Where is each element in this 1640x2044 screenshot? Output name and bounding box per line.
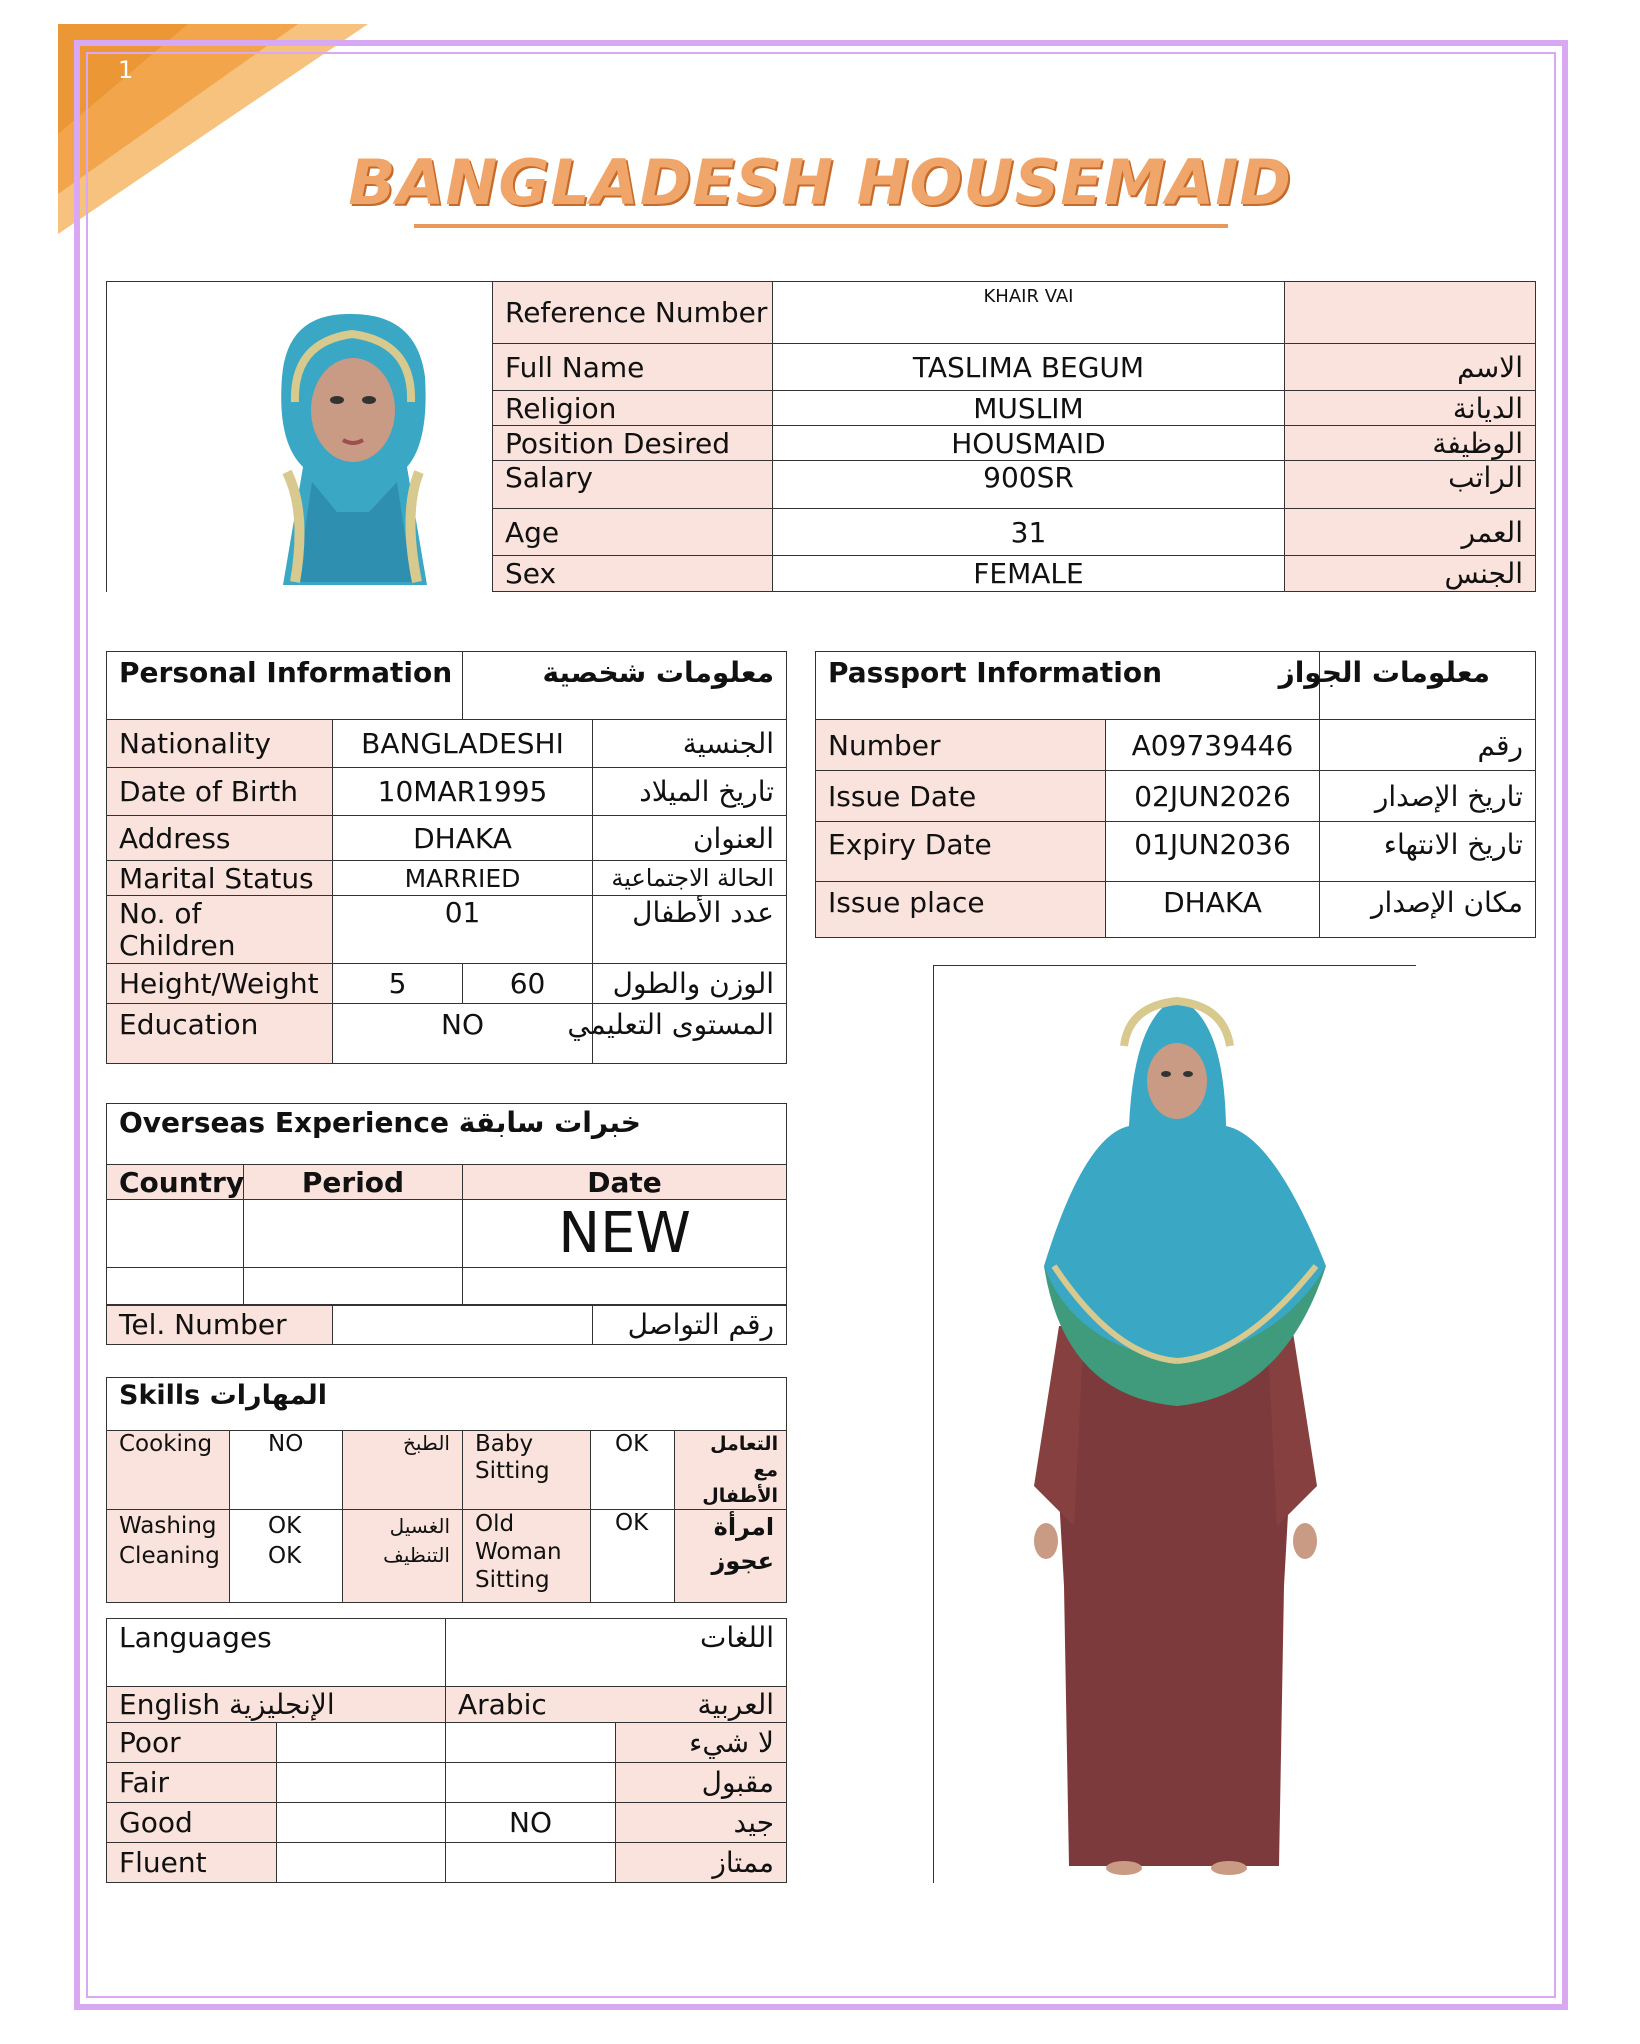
sex-label: Sex: [493, 556, 773, 592]
experience-country-cell: [107, 1200, 244, 1268]
marital-value: MARRIED: [333, 861, 593, 896]
height-weight-label: Height/Weight: [107, 964, 333, 1004]
level-poor-label: Poor: [107, 1723, 277, 1763]
col-country: Country: [107, 1165, 244, 1200]
full-name-ar: الاسم: [1285, 344, 1536, 391]
education-value: NO: [333, 1004, 593, 1064]
position-label: Position Desired: [493, 426, 773, 461]
level-fluent-label: Fluent: [107, 1843, 277, 1883]
main-info-table: [492, 281, 1536, 592]
headshot-photo: [106, 281, 493, 592]
tel-number-label: Tel. Number: [107, 1305, 333, 1345]
marital-ar: الحالة الاجتماعية: [593, 861, 787, 896]
expiry-date-ar: تاريخ الانتهاء: [1320, 822, 1536, 882]
language-arabic-label-ar: العربية: [616, 1687, 787, 1723]
languages-title-ar: اللغات: [446, 1619, 787, 1687]
level-poor-english: [277, 1723, 446, 1763]
experience-period-cell-2: [244, 1268, 463, 1305]
skill-cleaning-value: OK: [230, 1543, 343, 1603]
age-value: 31: [773, 509, 1285, 556]
issue-date-ar: تاريخ الإصدار: [1320, 771, 1536, 822]
languages-table: [106, 1618, 787, 1883]
skill-washing-ar: الغسيل: [343, 1510, 463, 1543]
skill-cleaning-ar: التنظيف: [343, 1543, 463, 1603]
level-fair-arabic: [446, 1763, 616, 1803]
issue-date-value: 02JUN2026: [1106, 771, 1320, 822]
children-value: 01: [333, 896, 593, 964]
level-good-english: [277, 1803, 446, 1843]
issue-place-label: Issue place: [816, 882, 1106, 938]
overseas-experience-table: [106, 1103, 787, 1345]
religion-ar: الديانة: [1285, 391, 1536, 426]
personal-info-title-ar: معلومات شخصية: [463, 652, 787, 720]
sex-ar: الجنس: [1285, 556, 1536, 592]
salary-label: Salary: [493, 461, 773, 509]
reference-number-value: KHAIR VAI: [773, 282, 1285, 344]
skill-baby-label: Baby Sitting: [463, 1431, 591, 1510]
religion-value: MUSLIM: [773, 391, 1285, 426]
level-good-arabic: NO: [446, 1803, 616, 1843]
children-label: No. of Children: [107, 896, 333, 964]
language-english-label: English: [119, 1688, 221, 1721]
reference-number-label: Reference Number: [493, 282, 773, 344]
experience-date-value: NEW: [463, 1200, 787, 1268]
age-ar: العمر: [1285, 509, 1536, 556]
skill-washing-value: OK: [230, 1510, 343, 1543]
level-poor-arabic: [446, 1723, 616, 1763]
experience-date-cell-2: [463, 1268, 787, 1305]
address-ar: العنوان: [593, 816, 787, 861]
level-fair-label: Fair: [107, 1763, 277, 1803]
overseas-experience-title-en: Overseas Experience: [119, 1106, 449, 1139]
skill-cooking-ar: الطبخ: [343, 1431, 463, 1510]
level-fair-ar: مقبول: [616, 1763, 787, 1803]
issue-place-ar: مكان الإصدار: [1320, 882, 1536, 938]
dob-value: 10MAR1995: [333, 768, 593, 816]
skill-cleaning-label: Cleaning: [107, 1543, 230, 1603]
education-ar: المستوى التعليمي: [593, 1004, 787, 1064]
overseas-experience-title-ar: خبرات سابقة: [458, 1106, 641, 1139]
salary-value: 900SR: [773, 461, 1285, 509]
tel-number-ar: رقم التواصل: [593, 1305, 787, 1345]
level-fair-english: [277, 1763, 446, 1803]
expiry-date-label: Expiry Date: [816, 822, 1106, 882]
sex-value: FEMALE: [773, 556, 1285, 592]
weight-value: 60: [463, 964, 593, 1004]
col-period: Period: [244, 1165, 463, 1200]
skill-washing-label: Washing: [107, 1510, 230, 1543]
full-body-photo: [933, 965, 1416, 1883]
expiry-date-value: 01JUN2036: [1106, 822, 1320, 882]
skill-old-woman-label: Old Woman Sitting: [463, 1510, 591, 1603]
tel-number-value: [333, 1305, 593, 1345]
issue-date-label: Issue Date: [816, 771, 1106, 822]
children-ar: عدد الأطفال: [593, 896, 787, 964]
nationality-ar: الجنسية: [593, 720, 787, 768]
passport-info-table: [815, 651, 1536, 938]
position-ar: الوظيفة: [1285, 426, 1536, 461]
skill-cooking-label: Cooking: [107, 1431, 230, 1510]
dob-ar: تاريخ الميلاد: [593, 768, 787, 816]
nationality-label: Nationality: [107, 720, 333, 768]
personal-info-table: [106, 651, 787, 1064]
skill-baby-value: OK: [591, 1431, 675, 1510]
marital-label: Marital Status: [107, 861, 333, 896]
issue-place-value: DHAKA: [1106, 882, 1320, 938]
skills-title-en: Skills: [119, 1380, 201, 1411]
address-label: Address: [107, 816, 333, 861]
experience-period-cell: [244, 1200, 463, 1268]
skill-baby-ar: التعامل مع الأطفال: [675, 1431, 787, 1510]
dob-label: Date of Birth: [107, 768, 333, 816]
level-good-label: Good: [107, 1803, 277, 1843]
overseas-experience-title: [107, 1104, 787, 1165]
languages-title: Languages: [107, 1619, 446, 1687]
passport-info-title: Passport Information: [816, 652, 1320, 720]
level-fluent-arabic: [446, 1843, 616, 1883]
skills-title: [107, 1378, 787, 1431]
skill-old-woman-ar: امرأة عجوز: [675, 1510, 787, 1603]
personal-info-title: Personal Information: [107, 652, 463, 720]
reference-number-ar: [1285, 282, 1536, 344]
education-label: Education: [107, 1004, 333, 1064]
col-date: Date: [463, 1165, 787, 1200]
full-name-label: Full Name: [493, 344, 773, 391]
passport-info-title-ar: معلومات الجواز: [1320, 652, 1536, 720]
passport-number-ar: رقم: [1320, 720, 1536, 771]
skills-title-ar: المهارات: [209, 1380, 328, 1411]
skill-cooking-value: NO: [230, 1431, 343, 1510]
level-fluent-english: [277, 1843, 446, 1883]
language-arabic-label: Arabic: [446, 1687, 616, 1723]
level-poor-ar: لا شيء: [616, 1723, 787, 1763]
experience-country-cell-2: [107, 1268, 244, 1305]
skill-old-woman-value: OK: [591, 1510, 675, 1603]
salary-ar: الراتب: [1285, 461, 1536, 509]
height-weight-ar: الوزن والطول: [593, 964, 787, 1004]
level-good-ar: جيد: [616, 1803, 787, 1843]
age-label: Age: [493, 509, 773, 556]
page-number: 1: [118, 56, 134, 84]
passport-number-value: A09739446: [1106, 720, 1320, 771]
skills-table: [106, 1377, 787, 1603]
religion-label: Religion: [493, 391, 773, 426]
language-english-label-ar: الإنجليزية: [229, 1688, 335, 1721]
passport-number-label: Number: [816, 720, 1106, 771]
full-name-value: TASLIMA BEGUM: [773, 344, 1285, 391]
level-fluent-ar: ممتاز: [616, 1843, 787, 1883]
position-value: HOUSMAID: [773, 426, 1285, 461]
address-value: DHAKA: [333, 816, 593, 861]
page-title: BANGLADESH HOUSEMAID: [348, 146, 1292, 219]
height-value: 5: [333, 964, 463, 1004]
language-english-header: [107, 1687, 446, 1723]
title-underline: [414, 224, 1228, 228]
nationality-value: BANGLADESHI: [333, 720, 593, 768]
